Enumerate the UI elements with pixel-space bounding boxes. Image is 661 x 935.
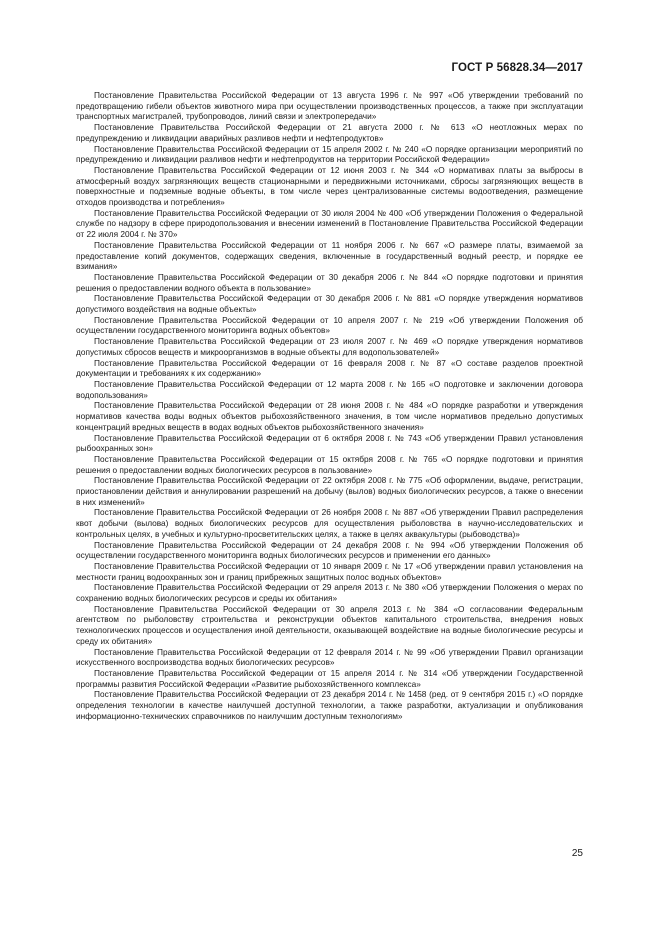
- paragraph: Постановление Правительства Российской Федерации от 16 февраля 2008 г. № 87 «О составе разделов проектной документации и требованиях к их содержанию»: [76, 357, 583, 379]
- paragraph: Постановление Правительства Российской Федерации от 13 августа 1996 г. № 997 «Об утверждении требований по предотвращению гибели объектов животного мира при осуществлении производственных процессов, а также при эксплуатации транспортных магистралей, трубопроводов, линий связи и электропередачи»: [76, 90, 583, 122]
- paragraph: Постановление Правительства Российской Федерации от 24 декабря 2008 г. № 994 «Об утверждении Положения об осуществлении государственного мониторинга водных биологических ресурсов и применении его данных»: [76, 539, 583, 561]
- paragraph: Постановление Правительства Российской Федерации от 22 октября 2008 г. № 775 «Об оформлении, выдаче, регистрации, приостановлении действия и аннулировании разрешений на добычу (вылов) водных биологических ресурсов, а также о внесении в них изменений»: [76, 475, 583, 507]
- paragraph: Постановление Правительства Российской Федерации от 6 октября 2008 г. № 743 «Об утверждении Правил установления рыбоохранных зон»: [76, 432, 583, 454]
- paragraph: Постановление Правительства Российской Федерации от 10 января 2009 г. № 17 «Об утверждении правил установления на местности границ водоохранных зон и границ прибрежных защитных полос водных объектов»: [76, 560, 583, 582]
- paragraph: Постановление Правительства Российской Федерации от 30 апреля 2013 г. № 384 «О согласовании Федеральным агентством по рыболовству строительства и реконструкции объектов капитального строительства, внедрения новых технологических процессов и осуществления иной деятельности, оказывающей воздействие на водные биологические ресурсы и среду их обитания»: [76, 603, 583, 646]
- paragraph: Постановление Правительства Российской Федерации от 30 июля 2004 № 400 «Об утверждении Положения о Федеральной службе по надзору в сфере природопользования и внесении изменений в Постановление Правительства Российской Федерации от 22 июля 2004 г. № 370»: [76, 207, 583, 240]
- paragraph: Постановление Правительства Российской Федерации от 21 августа 2000 г. № 613 «О неотложных мерах по предупреждению и ликвидации аварийных разливов нефти и нефтепродуктов»: [76, 122, 583, 143]
- paragraph: Постановление Правительства Российской Федерации от 10 апреля 2007 г. № 219 «Об утверждении Положения об осуществлении государственного мониторинга водных объектов»: [76, 314, 583, 336]
- paragraph: Постановление Правительства Российской Федерации от 30 декабря 2006 г. № 881 «О порядке утверждения нормативов допустимого воздействия на водные объекты»: [76, 293, 583, 315]
- paragraph: Постановление Правительства Российской Федерации от 23 декабря 2014 г. № 1458 (ред. от 9 сентября 2015 г.) «О порядке определения технологии в качестве наилучшей доступной технологии, а также разработки, актуализации и опубликования информационно-технических справочников по наилучшим доступным технологиям»: [76, 689, 583, 721]
- page-number: 25: [571, 848, 583, 859]
- paragraph: Постановление Правительства Российской Федерации от 15 октября 2008 г. № 765 «О порядке подготовки и принятия решения о предоставлении водных биологических ресурсов в пользование»: [76, 453, 583, 475]
- paragraph: Постановление Правительства Российской Федерации от 15 апреля 2014 г. № 314 «Об утверждении Государственной программы развития Российской Федерации «Развитие рыбохозяйственного комплекса»: [76, 667, 583, 689]
- document-body: [76, 90, 583, 721]
- paragraph: Постановление Правительства Российской Федерации от 29 апреля 2013 г. № 380 «Об утверждении Положения о мерах по сохранению водных биологических ресурсов и среды их обитания»: [76, 582, 583, 604]
- paragraph: Постановление Правительства Российской Федерации от 30 декабря 2006 г. № 844 «О порядке подготовки и принятия решения о предоставлении водного объекта в пользование»: [76, 271, 583, 293]
- paragraph: Постановление Правительства Российской Федерации от 12 февраля 2014 г. № 99 «Об утверждении Правил организации искусственного воспроизводства водных биологических ресурсов»: [76, 646, 583, 668]
- paragraph: Постановление Правительства Российской Федерации от 15 апреля 2002 г. № 240 «О порядке организации мероприятий по предупреждению и ликвидации разливов нефти и нефтепродуктов на территории Российской Федерации»: [76, 143, 583, 165]
- paragraph: Постановление Правительства Российской Федерации от 11 ноября 2006 г. № 667 «О размере платы, взимаемой за предоставление копий документов, содержащих сведения, включенные в государственный водный реестр, и порядке ее взимания»: [76, 239, 583, 272]
- paragraph: Постановление Правительства Российской Федерации от 23 июля 2007 г. № 469 «О порядке утверждения нормативов допустимых сбросов веществ и микроорганизмов в водные объекты для водопользователей»: [76, 336, 583, 357]
- paragraph: Постановление Правительства Российской Федерации от 26 ноября 2008 г. № 887 «Об утверждении Правил распределения квот добычи (вылова) водных биологических ресурсов для осуществления рыболовства в научно-исследовательских и контрольных целях, в учебных и культурно-просветительских целях, а также в целях аквакультуры (рыбоводства)»: [76, 507, 583, 539]
- paragraph: Постановление Правительства Российской Федерации от 12 марта 2008 г. № 165 «О подготовке и заключении договора водопользования»: [76, 378, 583, 400]
- paragraph: Постановление Правительства Российской Федерации от 28 июня 2008 г. № 484 «О порядке разработки и утверждения нормативов качества воды водных объектов рыбохозяйственного значения, в том числе нормативов предельно допустимых концентраций вредных веществ в водах водных объектов рыбохозяйственного значения»: [76, 400, 583, 432]
- standard-header: ГОСТ Р 56828.34—2017: [451, 62, 583, 74]
- paragraph: Постановление Правительства Российской Федерации от 12 июня 2003 г. № 344 «О нормативах платы за выбросы в атмосферный воздух загрязняющих веществ стационарными и передвижными источниками, сбросы загрязняющих веществ в поверхностные и подземные водные объекты, в том числе через централизованные системы водоотведения, размещение отходов производства и потребления»: [76, 164, 583, 208]
